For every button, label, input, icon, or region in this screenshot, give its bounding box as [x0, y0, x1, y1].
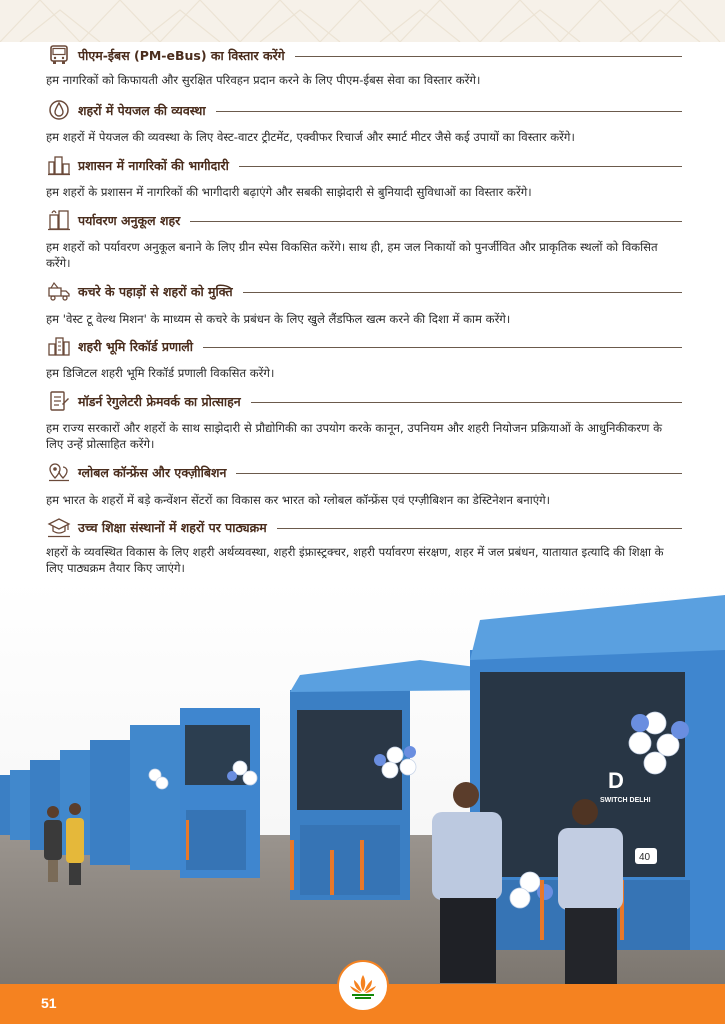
lotus-logo — [337, 960, 389, 1012]
decorative-header-band — [0, 0, 725, 42]
electric-buses-photo — [0, 580, 725, 985]
section-text: हम डिजिटल शहरी भूमि रिकॉर्ड प्रणाली विकसित करेंगे। — [46, 366, 275, 380]
section-heading — [46, 42, 682, 68]
section-text: हम भारत के शहरों में बड़े कन्वेंशन सेंटरों का विकास कर भारत को ग्लोबल कॉन्फ्रेंस एवं एग्ज़ीबिशन का डेस्टिनेशन बनाएंगे। — [46, 493, 551, 507]
garbage-truck-icon — [46, 279, 72, 303]
bus-brand-text: SWITCH DELHI — [600, 797, 651, 804]
section-title: ग्लोबल कॉन्फ्रेंस और एक्ज़ीबिशन — [78, 464, 227, 480]
section-title: पर्यावरण अनुकूल शहर — [78, 212, 181, 228]
switch-logo-d: D — [608, 768, 624, 793]
section-title: पीएम-ईबस (PM-eBus) का विस्तार करेंगे — [78, 47, 285, 63]
heading-rule — [277, 528, 682, 529]
heading-rule — [190, 221, 682, 222]
section-text: शहरों के व्यवस्थित विकास के लिए शहरी अर्थव्यवस्था, शहरी इंफ्रास्ट्रक्चर, शहरी पर्यावरण संरक्षण, शहर में जल प्रबंधन, यातायात इत्यादि की शिक्षा के लिए पाठ्यक्रम तैयार किए जाएंगे। — [46, 545, 664, 575]
section-text: हम शहरों के प्रशासन में नागरिकों की भागीदारी बढ़ाएंगे और सबकी साझेदारी से बुनियादी सुविधाओं का विस्तार करेंगे। — [46, 185, 532, 199]
section-heading — [46, 152, 682, 178]
section-heading — [46, 207, 682, 233]
section-text: हम नागरिकों को किफायती और सुरक्षित परिवहन प्रदान करने के लिए पीएम-ईबस सेवा का विस्तार करेंगे। — [46, 73, 481, 87]
bus-number-text: 40 — [639, 852, 651, 863]
section-title: शहरों में पेयजल की व्यवस्था — [78, 102, 206, 118]
heading-rule — [203, 347, 682, 348]
section-text: हम शहरों में पेयजल की व्यवस्था के लिए वेस्ट-वाटर ट्रीटमेंट, एक्वीफर रिचार्ज और स्मार्ट मीटर जैसे कई उपायों का विस्तार करेंगे। — [46, 130, 575, 144]
heading-rule — [251, 402, 682, 403]
document-icon — [46, 389, 72, 413]
section-title: उच्च शिक्षा संस्थानों में शहरों पर पाठ्यक्रम — [78, 519, 267, 535]
education-icon — [46, 515, 72, 539]
section-text: हम शहरों को पर्यावरण अनुकूल बनाने के लिए ग्रीन स्पेस विकसित करेंगे। साथ ही, हम जल निकायों को पुनर्जीवित और प्राकृतिक स्थलों को विकसित करेंगे। — [46, 240, 658, 270]
section-title: प्रशासन में नागरिकों की भागीदारी — [78, 157, 229, 173]
bus-icon — [46, 43, 72, 67]
section-heading — [46, 388, 682, 414]
land-record-icon — [46, 334, 72, 358]
section-heading — [46, 514, 682, 540]
heading-rule — [295, 56, 682, 57]
section-heading — [46, 459, 682, 485]
city-buildings-icon — [46, 153, 72, 177]
water-drop-icon — [46, 98, 72, 122]
heading-rule — [239, 166, 682, 167]
section-title: शहरी भूमि रिकॉर्ड प्रणाली — [78, 338, 194, 354]
section-text: हम 'वेस्ट टू वेल्थ मिशन' के माध्यम से कचरे के प्रबंधन के लिए खुले लैंडफिल खत्म करने की दिशा में काम करेंगे। — [46, 312, 511, 326]
heading-rule — [236, 473, 682, 474]
section-title: कचरे के पहाड़ों से शहरों को मुक्ति — [78, 283, 233, 299]
section-heading — [46, 278, 682, 304]
section-heading — [46, 97, 682, 123]
section-title: मॉडर्न रेगुलेटरी फ्रेमवर्क का प्रोत्साहन — [78, 393, 241, 409]
heading-rule — [243, 292, 682, 293]
page-number: 51 — [41, 995, 57, 1011]
location-pin-icon — [46, 460, 72, 484]
section-text: हम राज्य सरकारों और शहरों के साथ साझेदारी से प्रौद्योगिकी का उपयोग करके कानून, उपनियम और शहरी नियोजन प्रक्रियाओं के आधुनिकीकरण के लिए उन्हें प्रोत्साहित करेंगे। — [46, 421, 663, 451]
section-heading — [46, 333, 682, 359]
heading-rule — [216, 111, 682, 112]
eco-city-icon — [46, 208, 72, 232]
